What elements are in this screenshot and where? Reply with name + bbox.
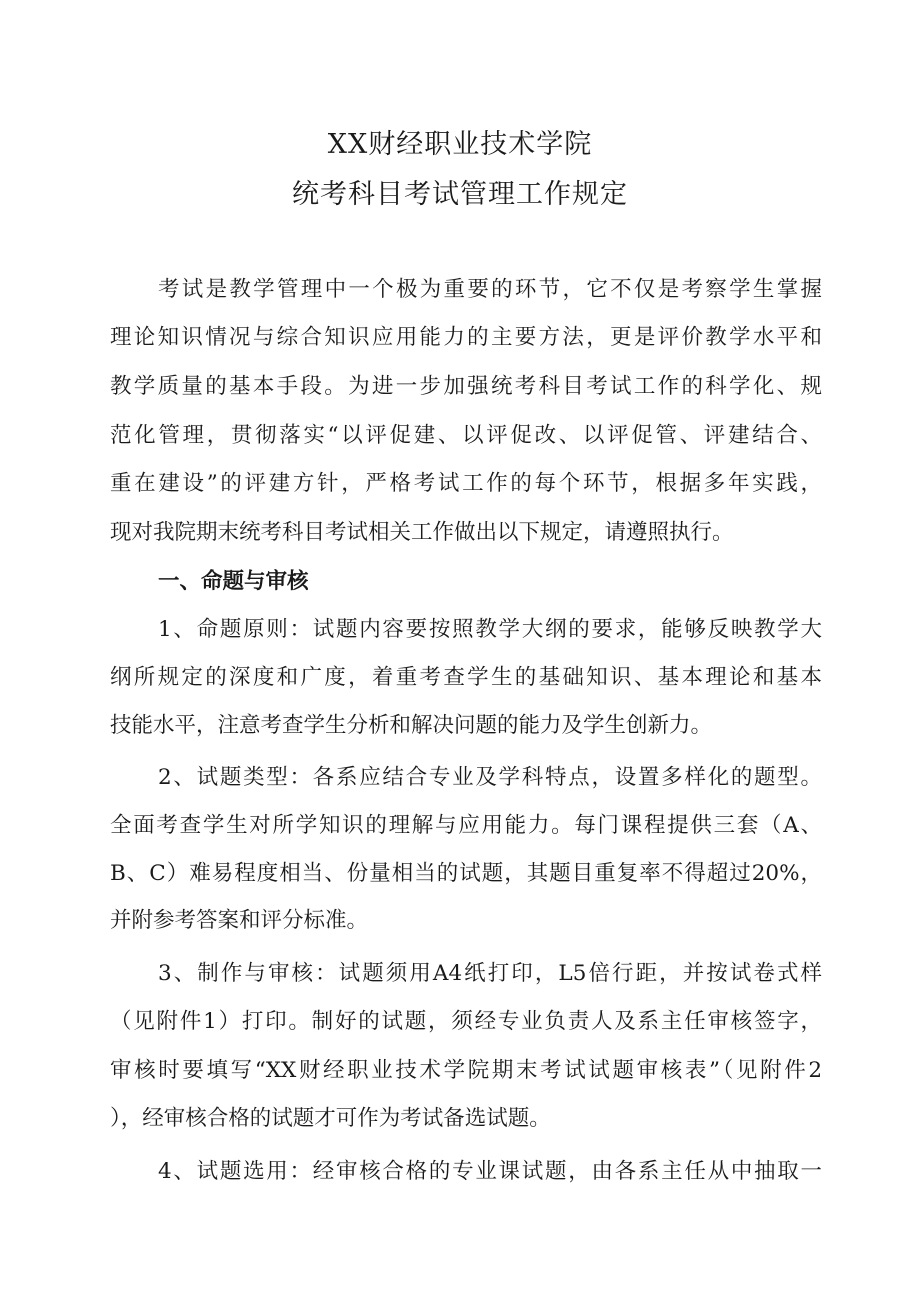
- item1-line: 1、命题原则：试题内容要按照教学大纲的要求，能够反映教学大: [158, 617, 822, 642]
- intro-line: 教学质量的基本手段。为进一步加强统考科目考试工作的科学化、规: [110, 374, 822, 399]
- item2-line: 全面考查学生对所学知识的理解与应用能力。每门课程提供三套（A、: [110, 813, 822, 838]
- item3-line: ），经审核合格的试题才可作为考试备选试题。: [110, 1106, 551, 1131]
- item3-line: 审核时要填写“XX财经职业技术学院期末考试试题审核表”（见附件2: [110, 1058, 822, 1083]
- intro-line: 理论知识情况与综合知识应用能力的主要方法，更是评价教学水平和: [110, 325, 822, 350]
- section-heading: 一、命题与审核: [158, 569, 309, 594]
- document-title-line1: XX财经职业技术学院: [327, 129, 593, 160]
- intro-line: 考试是教学管理中一个极为重要的环节，它不仅是考察学生掌握: [158, 277, 822, 302]
- item3-line: （见附件1）打印。制好的试题，须经专业负责人及系主任审核签字，: [110, 1009, 822, 1034]
- item3-line: 3、制作与审核：试题须用A4纸打印，L5倍行距，并按试卷式样: [158, 961, 822, 986]
- item1-line: 技能水平，注意考查学生分析和解决问题的能力及学生创新力。: [110, 713, 713, 738]
- intro-line: 现对我院期末统考科目考试相关工作做出以下规定，请遵照执行。: [110, 520, 734, 545]
- document-title-line2: 统考科目考试管理工作规定: [292, 179, 628, 210]
- item2-line: 并附参考答案和评分标准。: [110, 908, 369, 933]
- intro-line: 重在建设”的评建方针，严格考试工作的每个环节，根据多年实践，: [110, 471, 822, 496]
- item2-line: 2、试题类型：各系应结合专业及学科特点，设置多样化的题型。: [158, 765, 822, 790]
- item2-line: B、C）难易程度相当、份量相当的试题，其题目重复率不得超过20%，: [110, 861, 822, 886]
- item4-line: 4、试题选用：经审核合格的专业课试题，由各系主任从中抽取一: [158, 1159, 822, 1184]
- item1-line: 纲所规定的深度和广度，着重考查学生的基础知识、基本理论和基本: [110, 665, 822, 690]
- intro-line: 范化管理，贯彻落实“以评促建、以评促改、以评促管、评建结合、: [110, 423, 822, 448]
